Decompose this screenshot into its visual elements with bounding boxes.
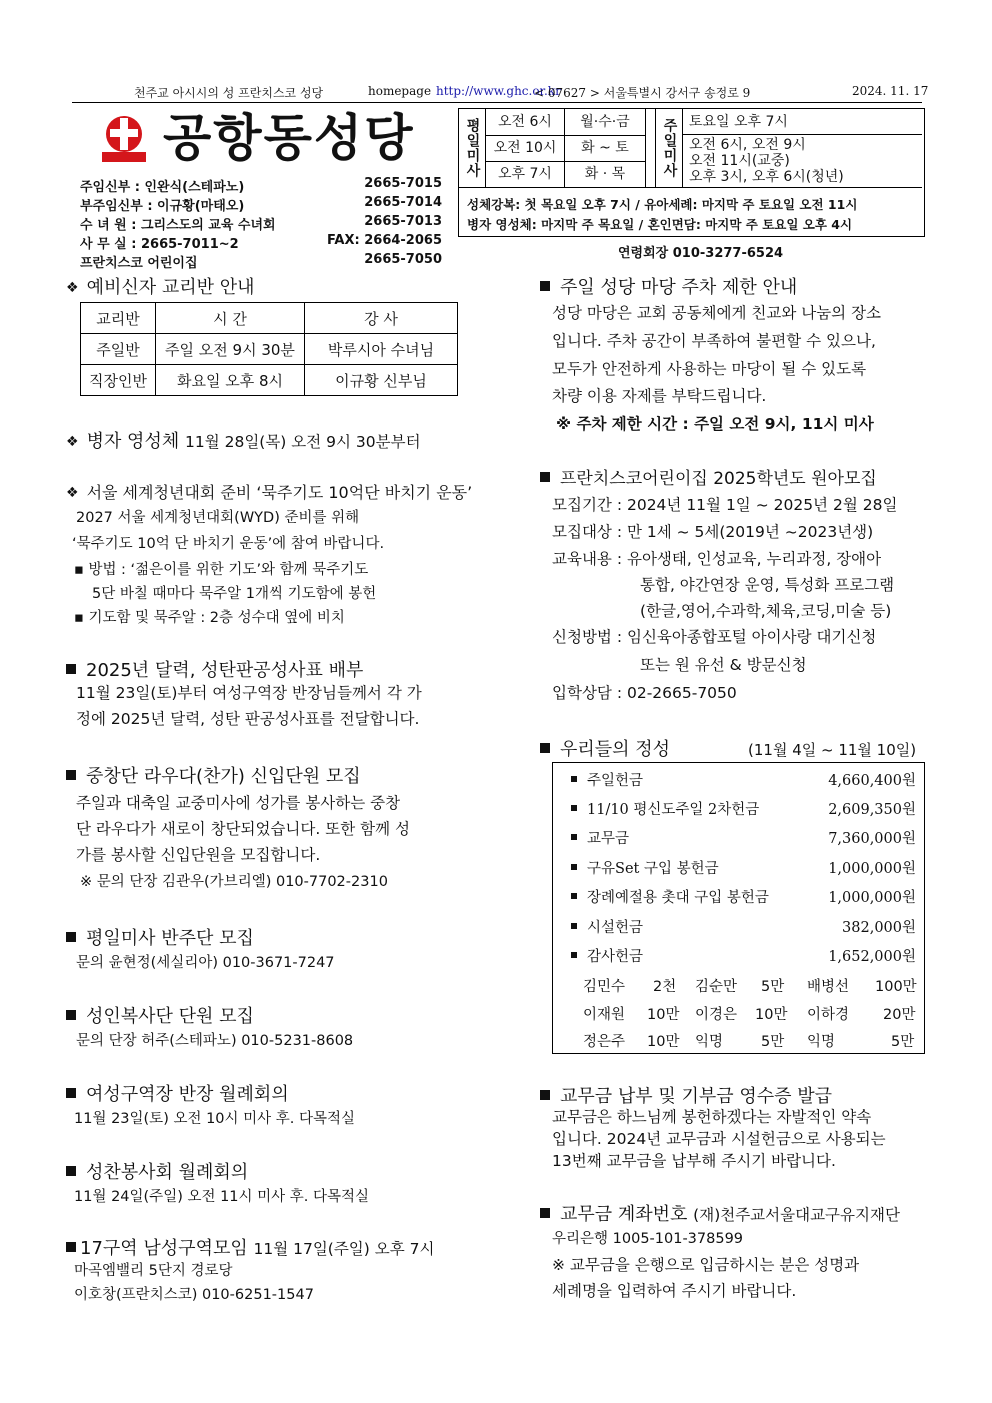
mass-note: 성체강복: 첫 목요일 오후 7시 / 유아세례: 마지막 주 토요일 오전 11시 [467,197,858,212]
women-meeting-title: 여성구역장 반장 월례회의 [66,1080,289,1106]
offerings-box [552,762,925,1054]
donor-amount: 5만 [891,1034,915,1050]
wyd-line: 5단 바칠 때마다 묵주알 1개씩 기도함에 봉헌 [92,586,377,602]
donor-name: 배병선 [807,979,850,995]
offering-item: 주일헌금 4,660,400원 [571,769,916,790]
sunday-mass-label: 주일미사 [656,109,683,187]
offerings-period: (11월 4일 ~ 11월 10일) [748,741,917,759]
weekday-time: 오후 7시 [486,161,565,187]
donor-amount: 5만 [761,979,785,995]
table-row: 주일반 주일 오전 9시 30분 박루시아 수녀님 [81,334,458,365]
offering-item: 교무금 7,360,000원 [571,827,916,848]
donor-amount: 10만 [755,1007,788,1023]
tithe-receipt-line: 교무금은 하느님께 봉헌하겠다는 자발적인 약속 [552,1108,872,1126]
kindergarten-line: (한글,영어,수과학,체육,코딩,미술 등) [640,602,892,620]
diamond-bullet-icon: ❖ [66,280,79,296]
weekday-mass-label: 평일미사 [459,109,486,187]
sunday-mass-saturday: 토요일 오후 7시 [683,109,922,135]
homepage-link[interactable]: http://www.ghc.or.kr [436,84,561,98]
offering-item: 구유Set 구입 봉헌금 1,000,000원 [571,857,916,878]
weekday-time: 오전 6시 [486,109,565,136]
donor-amount: 2천 [653,979,677,995]
altar-server-title: 성인복사단 단원 모집 [66,1002,254,1028]
funeral-contact: 연령회장 010-3277-6524 [618,246,784,261]
square-bullet-icon [66,1010,76,1020]
church-title: 공항동성당 [163,109,415,167]
calendar-title: 2025년 달력, 성탄판공성사표 배부 [66,656,363,682]
diamond-bullet-icon: ❖ [66,485,79,501]
offering-item: 시설헌금 382,000원 [571,916,916,937]
square-bullet-icon [540,1090,550,1100]
kindergarten-title: 프란치스코어린이집 2025학년도 원아모집 [540,464,877,489]
calendar-line: 11월 23일(토)부터 여성구역장 반장님들께서 각 가 [76,684,422,702]
table-row: 직장인반 화요일 오후 8시 이규황 신부님 [81,365,458,396]
sunday-mass-times: 오전 6시, 오전 9시 오전 11시(교중) 오후 3시, 오후 6시(청년) [689,137,844,185]
square-bullet-icon [540,472,550,482]
donor-name: 이경은 [695,1007,738,1023]
donor-amount: 5만 [761,1034,785,1050]
catechumen-table [80,302,458,396]
accompanist-title: 평일미사 반주단 모집 [66,924,254,950]
homepage-label: homepage [368,84,432,98]
wyd-line: ‘묵주기도 10억 단 바치기 운동’에 참여 바랍니다. [72,536,385,552]
kindergarten-line: 모집대상 : 만 1세 ~ 5세(2019년 ~2023년생) [552,523,874,541]
weekday-days: 화 · 목 [584,166,626,182]
staff-row: 부주임신부 : 이규황(마태오) 2665-7014 [80,195,442,214]
square-bullet-icon [66,770,76,780]
tithe-receipt-title: 교무금 납부 및 기부금 영수증 발급 [540,1082,832,1108]
kindergarten-line: 모집기간 : 2024년 11월 1일 ~ 2025년 2월 28일 [552,496,898,514]
weekday-days: 화 ~ 토 [565,135,645,162]
mass-schedule-box [458,108,925,237]
district17-line: 이호창(프란치스코) 010-6251-1547 [74,1287,314,1303]
tithe-account-title: 교무금 계좌번호 (재)천주교서울대교구유지재단 [540,1200,900,1226]
kindergarten-line: 교육내용 : 유아생태, 인성교육, 누리과정, 장애아 [552,550,882,568]
tithe-receipt-line: 입니다. 2024년 교무금과 시설헌금으로 사용되는 [552,1130,886,1148]
square-bullet-icon [66,1088,76,1098]
square-bullet-icon [540,1208,550,1218]
diamond-bullet-icon: ❖ [66,434,79,450]
donor-name: 김민수 [583,979,626,995]
wyd-method: ▪ 방법 : ‘젊은이를 위한 기도’와 함께 묵주기도 [74,562,369,578]
choir-line: 주일과 대축일 교중미사에 성가를 봉사하는 중창 [76,794,401,812]
calendar-line: 정에 2025년 달력, 성탄 판공성사표를 전달합니다. [76,710,420,728]
staff-row: 프란치스코 어린이집 2665-7050 [80,252,442,271]
parking-note: ※ 주차 제한 시간 : 주일 오전 9시, 11시 미사 [556,415,874,433]
donor-name: 김순만 [695,979,738,995]
choir-title: 중창단 라우다(찬가) 신입단원 모집 [66,762,361,788]
tithe-account-line: 세례명을 입력하여 주시기 바랍니다. [552,1282,797,1300]
offering-item: 11/10 평신도주일 2차헌금 2,609,350원 [571,798,916,819]
address: < 07627 > 서울특별시 강서구 송정로 9 [534,86,751,100]
choir-line: 가를 봉사할 신입단원을 모집합니다. [76,846,321,864]
bank-account: 우리은행 1005-101-378599 [552,1231,744,1247]
parking-title: 주일 성당 마당 주차 제한 안내 [540,273,797,299]
sick-communion-title: ❖ 병자 영성체 11월 28일(목) 오전 9시 30분부터 [66,431,421,452]
kindergarten-line: 통합, 야간연장 운영, 특성화 프로그램 [640,576,895,594]
catechumen-section-title: ❖ 예비신자 교리반 안내 [66,277,255,298]
donor-name: 이하경 [807,1007,850,1023]
accompanist-contact: 문의 윤현정(세실리아) 010-3671-7247 [76,955,335,971]
mass-note: 병자 영성체: 마지막 주 목요일 / 혼인면담: 마지막 주 토요일 오후 4시 [467,217,853,232]
kindergarten-line: 입학상담 : 02-2665-7050 [552,684,737,702]
staff-row: 사 무 실 : 2665-7011~2 FAX: 2664-2065 [80,233,442,252]
square-bullet-icon [66,1166,76,1176]
donor-name: 익명 [807,1034,836,1050]
tithe-account-line: ※ 교무금을 은행으로 입금하시는 분은 성명과 [552,1256,860,1274]
donor-amount: 10만 [647,1007,680,1023]
parish-name: 천주교 아시시의 성 프란치스코 성당 [134,86,324,100]
donor-amount: 10만 [647,1034,680,1050]
choir-meeting-title: 성찬봉사회 월례회의 [66,1158,248,1184]
wyd-location: ▪ 기도함 및 묵주알 : 2층 성수대 옆에 비치 [74,610,345,626]
wyd-title: ❖ 서울 세계청년대회 준비 ‘묵주기도 10억단 바치기 운동’ [66,483,473,502]
parking-line: 성당 마당은 교회 공동체에게 친교와 나눔의 장소 [552,304,882,322]
district17-line: 마곡엠밸리 5단지 경로당 [74,1263,233,1279]
choir-meeting-text: 11월 24일(주일) 오전 11시 미사 후. 다목적실 [74,1189,370,1205]
church-logo [98,112,150,164]
tithe-receipt-line: 13번째 교무금을 납부해 주시기 바랍니다. [552,1152,836,1170]
table-header-row: 교리반 시 간 강 사 [81,303,458,334]
altar-server-contact: 문의 단장 허주(스테파노) 010-5231-8608 [76,1033,354,1049]
weekday-time: 오전 10시 [486,135,565,162]
staff-row: 주임신부 : 인완식(스테파노) 2665-7015 [80,176,442,195]
square-bullet-icon [66,932,76,942]
wyd-line: 2027 서울 세계청년대회(WYD) 준비를 위해 [76,510,360,526]
kindergarten-line: 신청방법 : 임신육아종합포털 아이사랑 대기신청 [552,628,877,646]
district17-title: 17구역 남성구역모임 11월 17일(주일) 오후 7시 [66,1234,434,1260]
staff-list [80,176,442,271]
choir-line: 단 라우다가 새로이 창단되었습니다. 또한 함께 성 [76,820,410,838]
square-bullet-icon [66,1242,76,1252]
square-bullet-icon [540,281,550,291]
issue-date: 2024. 11. 17 [852,84,929,98]
staff-row: 수 녀 원 : 그리스도의 교육 수녀회 2665-7013 [80,214,442,233]
offering-item: 감사헌금 1,652,000원 [571,945,916,966]
donor-name: 정은주 [583,1034,626,1050]
header-rule [72,102,922,103]
donor-name: 이재원 [583,1007,626,1023]
choir-contact: ※ 문의 단장 김관우(가브리엘) 010-7702-2310 [80,874,388,890]
kindergarten-line: 또는 원 유선 & 방문신청 [640,656,807,674]
women-meeting-text: 11월 23일(토) 오전 10시 미사 후. 다목적실 [74,1111,356,1127]
donor-amount: 20만 [883,1007,916,1023]
square-bullet-icon [66,664,76,674]
parking-line: 입니다. 주차 공간이 부족하여 불편할 수 있으나, [552,332,876,350]
offering-item: 장례예절용 촛대 구입 봉헌금 1,000,000원 [571,886,916,907]
square-bullet-icon [540,743,550,753]
parking-line: 차량 이용 자제를 부탁드립니다. [552,387,767,405]
weekday-days: 월·수·금 [565,109,645,136]
donor-name: 익명 [695,1034,724,1050]
donor-amount: 100만 [875,979,917,995]
offerings-title: 우리들의 정성 [540,735,670,761]
parking-line: 모두가 안전하게 사용하는 마당이 될 수 있도록 [552,360,867,378]
